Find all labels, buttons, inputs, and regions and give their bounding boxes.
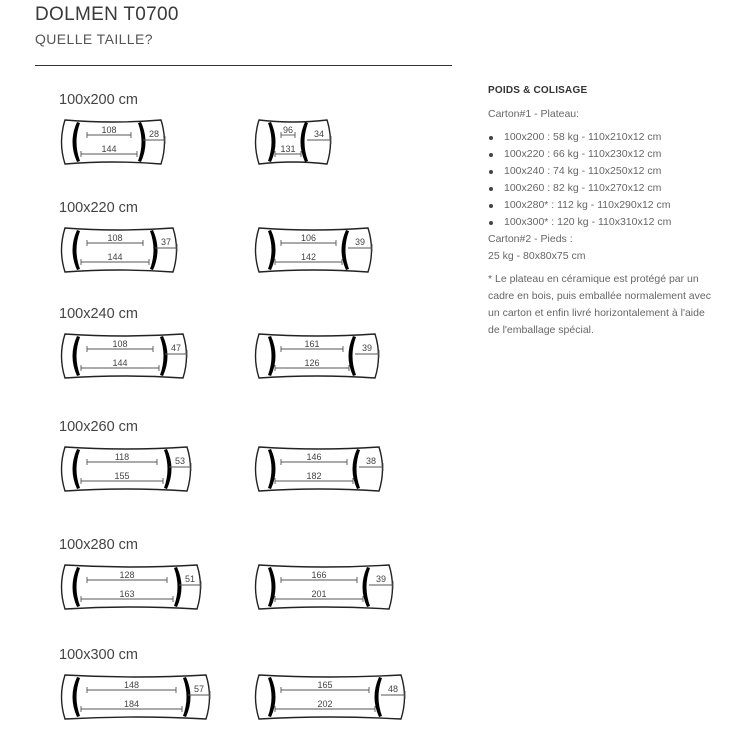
inner-dimension-label: 108 bbox=[112, 339, 128, 349]
size-label: 100x240 cm bbox=[59, 306, 138, 322]
inner-dimension-label: 128 bbox=[119, 570, 135, 580]
outer-dimension-label: 144 bbox=[101, 144, 117, 154]
side-dimension-label: 28 bbox=[148, 129, 160, 139]
size-label: 100x300 cm bbox=[59, 647, 138, 663]
side-dimension-label: 51 bbox=[184, 574, 196, 584]
side-dimension-label: 39 bbox=[375, 574, 387, 584]
inner-dimension-label: 108 bbox=[101, 125, 117, 135]
outer-dimension-label: 163 bbox=[119, 589, 135, 599]
table-diagram bbox=[57, 224, 181, 276]
packaging-panel bbox=[488, 82, 718, 339]
side-dimension-label: 39 bbox=[361, 343, 373, 353]
inner-dimension-label: 106 bbox=[300, 233, 317, 243]
size-label: 100x220 cm bbox=[59, 200, 138, 216]
inner-dimension-label: 148 bbox=[123, 680, 140, 690]
list-item: 100x200 : 58 kg - 110x210x12 cm bbox=[488, 129, 718, 146]
side-dimension-label: 37 bbox=[160, 237, 172, 247]
carton2-label: Carton#2 - Pieds : bbox=[488, 233, 573, 245]
table-diagram bbox=[57, 443, 195, 495]
outer-dimension-label: 201 bbox=[311, 589, 327, 599]
inner-dimension-label: 118 bbox=[114, 452, 130, 462]
list-item: 100x300* : 120 kg - 110x310x12 cm bbox=[488, 214, 718, 231]
side-dimension-label: 47 bbox=[170, 343, 182, 353]
table-diagram bbox=[251, 116, 335, 168]
outer-dimension-label: 144 bbox=[112, 358, 128, 368]
carton1-label: Carton#1 - Plateau: bbox=[488, 108, 580, 120]
list-item: 100x240 : 74 kg - 110x250x12 cm bbox=[488, 163, 718, 180]
inner-dimension-label: 166 bbox=[311, 570, 327, 580]
table-diagram bbox=[251, 330, 383, 382]
size-label: 100x280 cm bbox=[59, 537, 138, 553]
size-label: 100x200 cm bbox=[59, 92, 138, 108]
outer-dimension-label: 131 bbox=[280, 144, 296, 154]
page-title: DOLMEN T0700 bbox=[35, 4, 179, 25]
table-diagram bbox=[57, 671, 214, 723]
table-diagram bbox=[57, 561, 205, 613]
inner-dimension-label: 146 bbox=[306, 452, 322, 462]
inner-dimension-label: 165 bbox=[317, 680, 333, 690]
outer-dimension-label: 144 bbox=[107, 252, 123, 262]
table-diagram bbox=[57, 330, 191, 382]
outer-dimension-label: 182 bbox=[306, 471, 322, 481]
page-subtitle: QUELLE TAILLE? bbox=[35, 31, 153, 47]
table-diagram bbox=[251, 561, 397, 613]
inner-dimension-label: 161 bbox=[304, 339, 320, 349]
outer-dimension-label: 126 bbox=[304, 358, 320, 368]
side-dimension-label: 48 bbox=[387, 684, 399, 694]
list-item: 100x220 : 66 kg - 110x230x12 cm bbox=[488, 146, 718, 163]
list-item: 100x280* : 112 kg - 110x290x12 cm bbox=[488, 197, 718, 214]
size-label: 100x260 cm bbox=[59, 419, 138, 435]
packaging-heading: POIDS & COLISAGE bbox=[488, 85, 588, 96]
packaging-note: * Le plateau en céramique est protégé par un cadre en bois, puis emballée normalement avec un carton et enfin livré horizontalement à l'aide de l'emballage spécial. bbox=[488, 273, 711, 336]
inner-dimension-label: 96 bbox=[282, 125, 294, 135]
table-diagram bbox=[57, 116, 169, 168]
divider bbox=[35, 65, 452, 66]
side-dimension-label: 39 bbox=[354, 237, 366, 247]
side-dimension-label: 38 bbox=[365, 456, 377, 466]
inner-dimension-label: 108 bbox=[107, 233, 123, 243]
list-item: 100x260 : 82 kg - 110x270x12 cm bbox=[488, 180, 718, 197]
side-dimension-label: 57 bbox=[193, 684, 205, 694]
table-diagram bbox=[251, 671, 409, 723]
table-diagram bbox=[251, 224, 376, 276]
outer-dimension-label: 142 bbox=[300, 252, 317, 262]
outer-dimension-label: 184 bbox=[123, 699, 140, 709]
carton1-list bbox=[488, 129, 718, 231]
side-dimension-label: 34 bbox=[313, 129, 325, 139]
side-dimension-label: 53 bbox=[174, 456, 186, 466]
carton2-detail: 25 kg - 80x80x75 cm bbox=[488, 250, 586, 262]
table-diagram bbox=[251, 443, 387, 495]
outer-dimension-label: 155 bbox=[114, 471, 130, 481]
outer-dimension-label: 202 bbox=[317, 699, 333, 709]
